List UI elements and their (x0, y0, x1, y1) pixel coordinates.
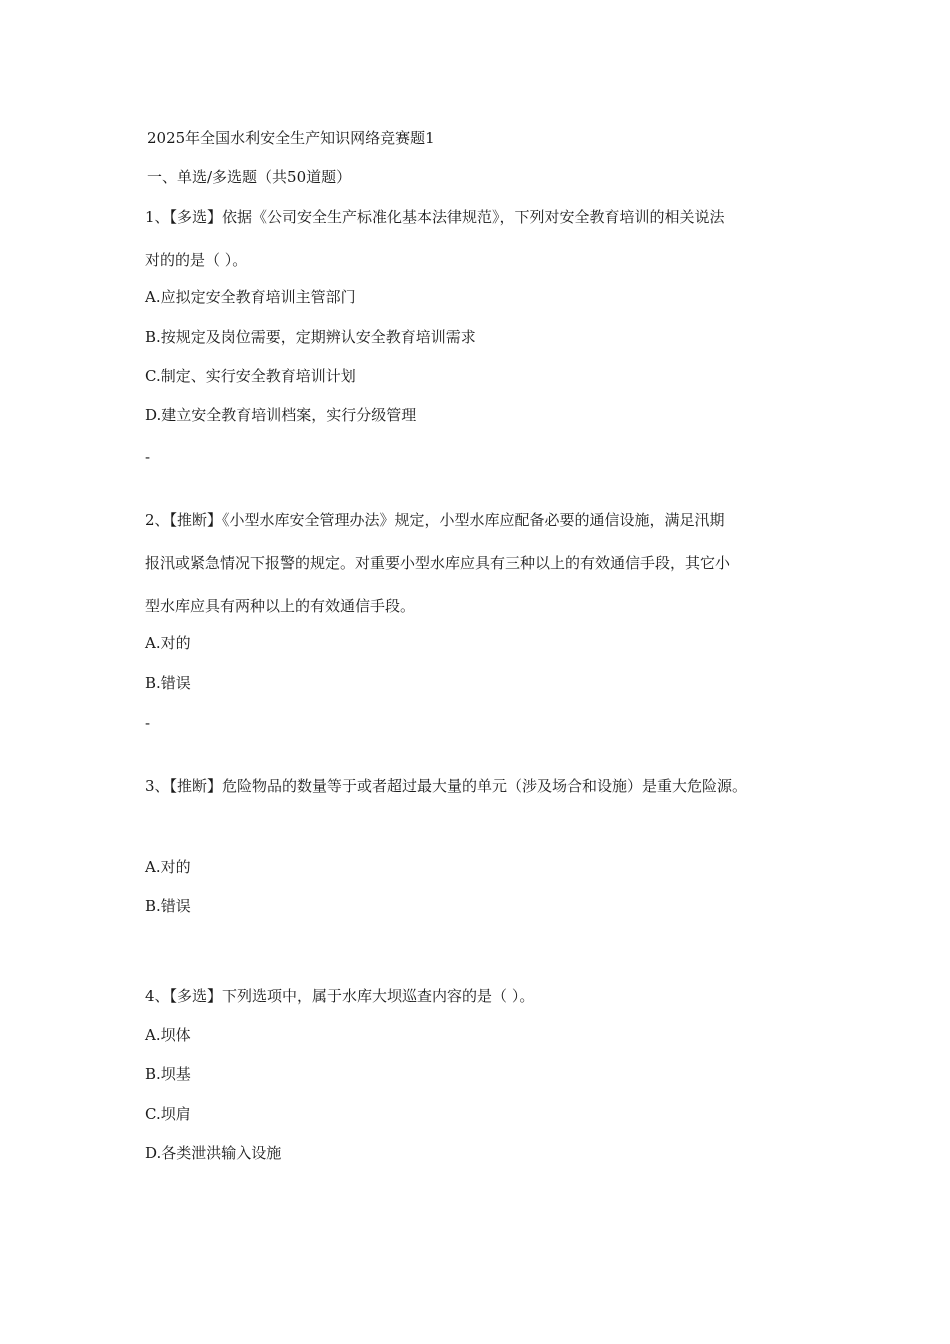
document-title: 2025年全国水利安全生产知识网络竞赛题1 (147, 129, 435, 147)
question-1-option-c: C.制定、实行安全教育培训计划 (145, 367, 356, 385)
question-1-answer-mark: - (145, 448, 151, 466)
question-1-stem-line-2: 对的的是（ ）。 (145, 251, 248, 269)
question-4-option-b: B.坝基 (145, 1065, 191, 1083)
question-1-option-b: B.按规定及岗位需要，定期辨认安全教育培训需求 (145, 328, 476, 346)
question-1-option-a: A.应拟定安全教育培训主管部门 (145, 288, 356, 306)
question-2-stem-line-3: 型水库应具有两种以上的有效通信手段。 (145, 597, 416, 615)
question-4-option-c: C.坝肩 (145, 1105, 191, 1123)
question-2-answer-mark: - (145, 714, 151, 732)
question-2-stem-line-2: 报汛或紧急情况下报警的规定。对重要小型水库应具有三种以上的有效通信手段，其它小 (145, 554, 731, 572)
question-1-stem-line-1: 1、【多选】依据《公司安全生产标准化基本法律规范》，下列对安全教育培训的相关说法 (145, 208, 725, 226)
question-4-option-a: A.坝体 (145, 1026, 191, 1044)
question-3-option-a: A.对的 (145, 858, 191, 876)
question-3-stem-line-1: 3、【推断】危险物品的数量等于或者超过最大量的单元（涉及场合和设施）是重大危险源。 (145, 777, 748, 795)
question-2-stem-line-1: 2、【推断】《小型水库安全管理办法》规定，小型水库应配备必要的通信设施，满足汛期 (145, 511, 725, 529)
question-4-stem-line-1: 4、【多选】下列选项中，属于水库大坝巡查内容的是（ ）。 (145, 987, 535, 1005)
question-4-option-d: D.各类泄洪输入设施 (145, 1144, 282, 1162)
section-heading: 一、单选/多选题（共50道题） (147, 168, 352, 186)
question-2-option-b: B.错误 (145, 674, 191, 692)
question-2-option-a: A.对的 (145, 634, 191, 652)
question-3-option-b: B.错误 (145, 897, 191, 915)
question-1-option-d: D.建立安全教育培训档案，实行分级管理 (145, 406, 417, 424)
